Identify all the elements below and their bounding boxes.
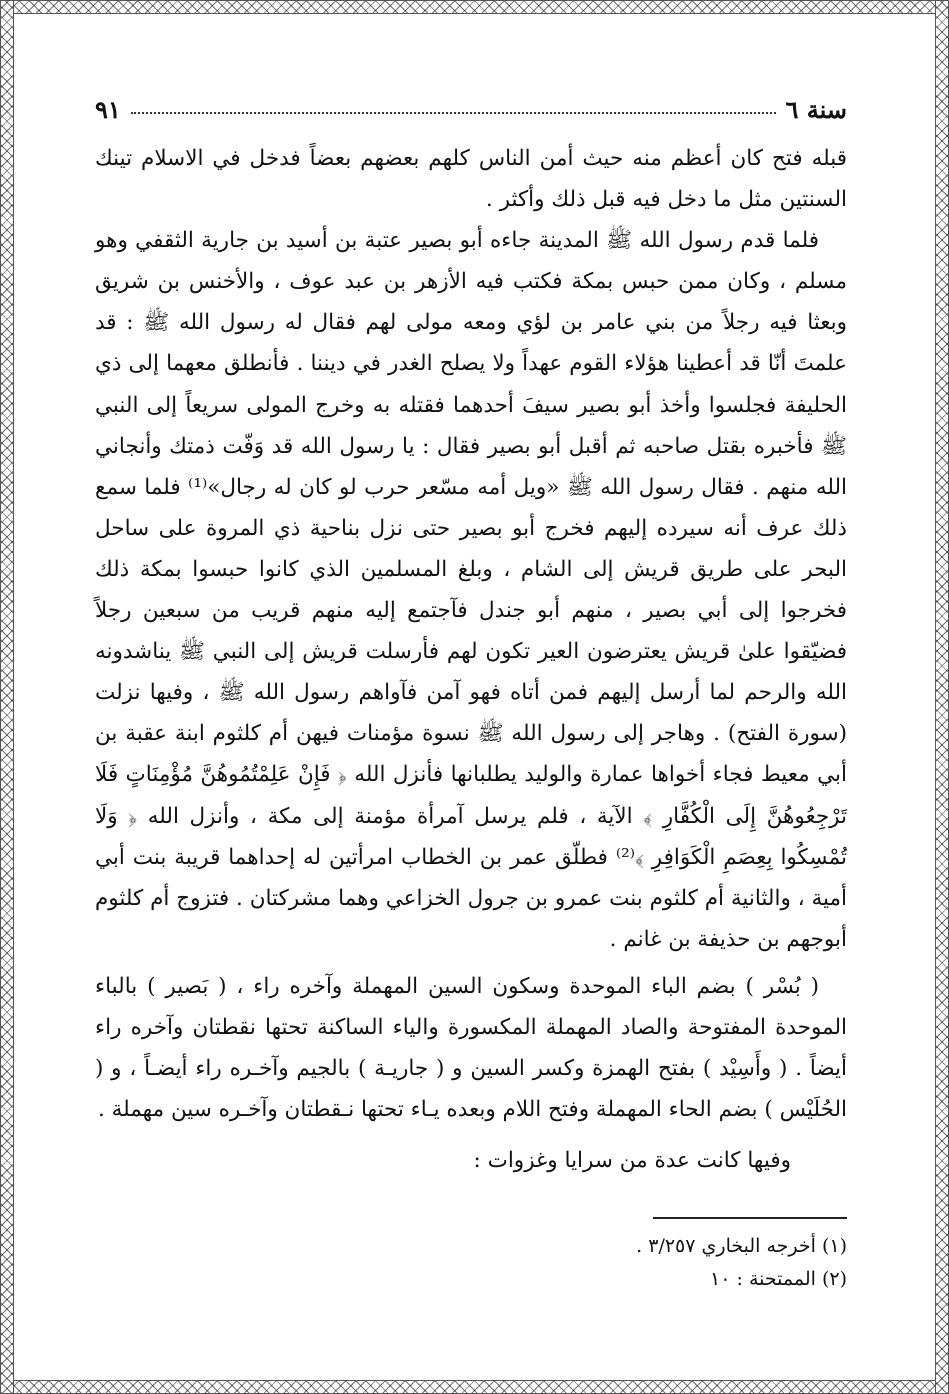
footnotes <box>95 1230 847 1296</box>
decorative-border-top <box>0 0 949 14</box>
footnote-1: (١) أخرجه البخاري ٣/٢٥٧ . <box>636 1235 847 1257</box>
header-dotted-leader <box>131 112 776 114</box>
decorative-border-bottom <box>0 1380 949 1394</box>
paragraph-2: فلما قدم رسول الله ﷺ المدينة جاءه أبو بصير عتبة بن أسيد بن جارية الثقفي وهو مسلم ، وكان ممن حبس بمكة فكتب فيه الأزهر بن عبد عوف ، والأخنس بن شريق وبعثا فيه رجلاً من بني عامر بن لؤي ومعه مولى لهم فقال له رسول الله ﷺ : قد علمتَ أنّا قد أعطينا هؤلاء القوم عهداً ولا يصلح الغدر في ديننا . فأنطلق معهما إلى ذي الحليفة فجلسوا وأخذ أبو بصير سيفَ أحدهما فقتله به وخرج المولى سريعاً إلى النبي ﷺ فأخبره بقتل صاحبه ثم أقبل أبو بصير فقال : يا رسول الله قد وَفّت ذمتك وأنجاني الله منهم . فقال رسول الله ﷺ «ويل أمه مسّعر حرب لو كان له رجال»⁽¹⁾ فلما سمع ذلك عرف أنه سيرده إليهم فخرج أبو بصير حتى نزل بناحية ذي المروة على ساحل البحر على طريق قريش إلى الشام ، وبلغ المسلمين الذي كانوا حبسوا بمكة ذلك فخرجوا إلى أبي بصير ، منهم أبو جندل فآجتمع إليه منهم قريب من سبعين رجلاً فضيّقوا علىٰ قريش يعترضون العير تكون لهم فأرسلت قريش إلى النبي ﷺ يناشدونه الله والرحم لما أرسل إليهم فمن أتاه فهو آمن فآواهم رسول الله ﷺ ، وفيها نزلت (سورة الفتح) . وهاجر إلى رسول الله ﷺ نسوة مؤمنات فيهن أم كلثوم ابنة عقبة بن أبي معيط فجاء أخواها عمارة والوليد يطلبانها فأنزل الله ﴿ فَإِنْ عَلِمْتُمُوهُنَّ مُؤْمِنَاتٍ فَلَا تَرْجِعُوهُنَّ إِلَى الْكُفَّارِ ﴾ الآية ، فلم يرسل آمرأة مؤمنة إلى مكة ، وأنزل الله ﴿ وَلَا تُمْسِكُوا بِعِصَمِ الْكَوَافِرِ ﴾⁽²⁾ فطلّق عمر بن الخطاب امرأتين له إحداهما قريبة بنت أبي أمية ، والثانية أم كلثوم بنت عمرو بن جرول الخزاعي وهما مشركتان . فتزوج أم كلثوم أبوجهم بن حذيفة بن غانم . <box>95 228 847 952</box>
chapter-label: سنة ٦ <box>785 94 847 124</box>
decorative-border-right <box>935 0 949 1394</box>
paragraph-4-section-intro: وفيها كانت عدة من سرايا وغزوات : <box>473 1148 791 1174</box>
paragraph-3-glossary: ( بُسْر ) بضم الباء الموحدة وسكون السين المهملة وآخره راء ، ( بَصير ) بالباء الموحدة المفتوحة والصاد المهملة المكسورة والياء الساكنة تحتها نقطتان وآخره راء أيضاً . ( وأَسِيْد ) بفتح الهمزة وكسر السين و ( جاريـة ) بالجيم وآخـره راء أيضـاً ، و ( الحُلَيْس ) بضم الحاء المهملة وفتح اللام وبعده يـاء تحتها نـقطتان وآخـره سين مهملة . <box>95 973 847 1123</box>
page-number: ٩١ <box>95 94 121 124</box>
footnote-separator <box>653 1217 847 1219</box>
footnote-2: (٢) الممتحنة : ١٠ <box>710 1268 847 1290</box>
main-text <box>95 138 847 1181</box>
page-header <box>95 92 847 126</box>
decorative-border-left <box>0 0 14 1394</box>
paragraph-1: قبله فتح كان أعظم منه حيث أمن الناس كلهم بعضهم بعضاً فدخل في الاسلام تينك السنتين مثل ما دخل فيه قبل ذلك وأكثر . <box>95 146 847 213</box>
